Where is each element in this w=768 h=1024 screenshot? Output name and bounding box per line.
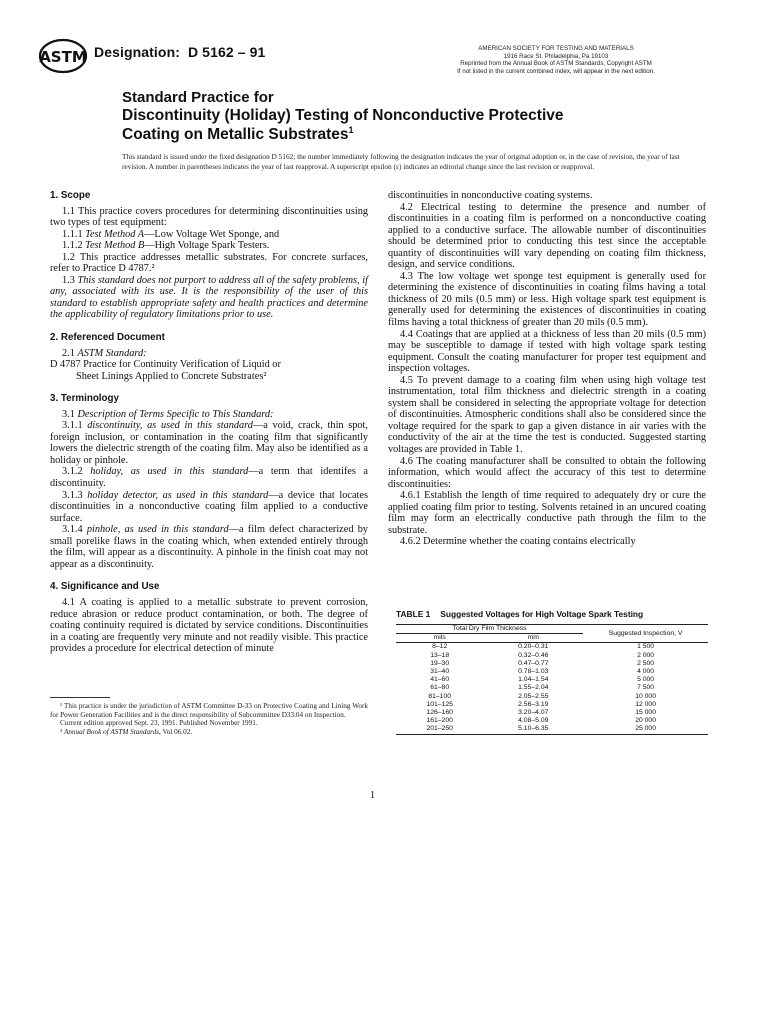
definition: —a void, crack, thin spot, foreign inclusion, or contamination in the coating film that significantly lowers the dielectric strength of the coating film. May also be identified as a holiday or pinhole. xyxy=(50,420,368,466)
paragraph-1-2: 1.2 This practice addresses metallic substrates. For concrete surfaces, refer to Practice D 4787.² xyxy=(50,251,368,275)
table-row xyxy=(396,660,708,668)
title-line-1: Standard Practice for xyxy=(122,89,274,106)
table-row xyxy=(396,693,708,701)
header-mm: mm xyxy=(483,634,583,643)
publisher-line: If not listed in the current combined index, will appear in the next edition. xyxy=(457,67,655,75)
term-holiday-detector: holiday detector, as used in this standard xyxy=(87,489,269,501)
paragraph-3-1-3 xyxy=(50,490,368,525)
table-row xyxy=(396,643,708,652)
table-row xyxy=(396,725,708,734)
footnotes xyxy=(50,702,368,737)
cell-mils: 31–40 xyxy=(430,668,450,676)
cell-mm: 4.08–5.09 xyxy=(518,717,549,725)
cell-mm: 5.10–6.35 xyxy=(483,725,583,734)
astm-logo xyxy=(38,38,88,74)
page-number: 1 xyxy=(370,790,375,801)
para-number: 1.1.1 xyxy=(62,228,83,240)
cell-mils: 41–60 xyxy=(430,676,450,684)
footnote-2-marker: ² xyxy=(60,728,63,737)
document-title xyxy=(122,89,682,144)
cell-mm: 0.32–0.46 xyxy=(518,651,549,659)
paragraph-1-1: 1.1 This practice covers procedures for determining discontinuities using two types of test equipment: xyxy=(50,205,368,229)
para-number: 1.3 xyxy=(62,274,75,286)
definition: —a film defect characterized by small porelike flaws in the coating which, when extended entirely through the film, will appear as a discontinuity. A pinhole in the finish coat may not appear as a discontinuity. xyxy=(50,524,369,570)
cell-voltage: 12 000 xyxy=(635,700,656,708)
test-method-a: Test Method A xyxy=(85,228,145,240)
term-pinhole: pinhole, as used in this standard xyxy=(86,524,229,536)
section-heading-scope: 1. Scope xyxy=(50,190,91,201)
footnote-1: ¹ This practice is under the jurisdiction of ASTM Committee D-33 on Protective Coating and Lining Work for Power Generation Facilities and is the direct responsibility of Subcommittee D33.04 on Inspection. xyxy=(50,702,368,719)
publisher-line: AMERICAN SOCIETY FOR TESTING AND MATERIALS xyxy=(478,45,634,52)
paragraph-4-2: 4.2 Electrical testing to determine the presence and number of discontinuities in a coating film is performed on a nonconductive coating applied to a conductive surface. The allowable number of discontinuities should be determined prior to conducting this test since the acceptable quantity of discontinuities will vary depending on coating film thickness, design, and service conditions. xyxy=(388,201,706,271)
cell-voltage: 2 000 xyxy=(637,651,655,659)
paragraph-4-6-2: 4.6.2 Determine whether the coating contains electrically xyxy=(400,536,636,548)
astm-logo-text: ASTM xyxy=(39,48,87,66)
designation xyxy=(94,44,265,60)
right-column xyxy=(388,190,706,548)
paragraph-1-1-2 xyxy=(50,240,368,252)
paragraph-1-3 xyxy=(50,275,368,321)
para-number: 3.1.1 xyxy=(62,420,83,432)
para-number: 3.1.2 xyxy=(62,466,83,478)
cell-mm: 2.56–3.19 xyxy=(518,700,549,708)
cell-voltage: 2 500 xyxy=(637,659,655,667)
cell-voltage: 10 000 xyxy=(635,692,656,700)
header-suggested-voltage: Suggested Inspection, V xyxy=(583,625,708,643)
cell-voltage: 4 000 xyxy=(637,668,655,676)
header-mils: mils xyxy=(396,634,483,643)
table-row xyxy=(396,709,708,717)
cell-mm: 2.05–2.55 xyxy=(518,692,549,700)
paragraph-3-1-2 xyxy=(50,466,368,489)
cell-mm: 0.20–0.31 xyxy=(518,643,549,651)
cell-mils: 161–200 xyxy=(426,717,453,725)
term-discontinuity: discontinuity, as used in this standard xyxy=(87,420,253,432)
section-heading-significance: 4. Significance and Use xyxy=(50,581,160,593)
section-heading-terminology: 3. Terminology xyxy=(50,393,119,405)
cell-voltage: 5 000 xyxy=(637,676,655,684)
paragraph-3-1-1 xyxy=(50,420,368,466)
cell-mils: 13–18 xyxy=(430,651,450,659)
table-row xyxy=(396,701,708,709)
paragraph-4-6: 4.6 The coating manufacturer shall be consulted to obtain the following information, which would affect the accuracy of this test to determine discontinuities: xyxy=(388,455,706,490)
reference-d4787 xyxy=(50,359,368,382)
cell-voltage: 15 000 xyxy=(635,709,656,717)
paragraph-4-4: 4.4 Coatings that are applied at a thickness of less than 20 mils (0.5 mm) may be susceptible to damage if tested with high voltage spark testing equipment. Consult the coating manufacturer for proper test equipment and inspection voltages. xyxy=(388,328,706,375)
paragraph-2-1 xyxy=(50,348,368,360)
title-line-2: Discontinuity (Holiday) Testing of Nonconductive Protective xyxy=(122,107,564,124)
astm-standard-label: ASTM Standard: xyxy=(77,347,147,359)
section-heading-referenced: 2. Referenced Document xyxy=(50,332,165,344)
para-number: 3.1 xyxy=(62,408,75,420)
table-row xyxy=(396,684,708,692)
cell-voltage: 25 000 xyxy=(583,725,708,734)
para-text: —Low Voltage Wet Sponge, and xyxy=(144,228,280,240)
table-body xyxy=(396,643,708,734)
cell-mm: 3.20–4.07 xyxy=(518,709,549,717)
cell-voltage: 20 000 xyxy=(635,717,656,725)
footnote-2-title: Annual Book of ASTM Standards xyxy=(63,728,159,737)
cell-voltage: 1 500 xyxy=(637,643,655,651)
cell-voltage: 7 500 xyxy=(637,684,655,692)
cell-mm: 1.55–2.04 xyxy=(518,684,549,692)
paragraph-3-1-4 xyxy=(50,524,368,570)
footnote-2 xyxy=(50,728,368,737)
term-holiday: holiday, as used in this standard xyxy=(90,466,249,478)
table-caption xyxy=(396,609,708,619)
voltage-table xyxy=(396,624,708,735)
publisher-line: 1916 Race St. Philadelphia, Pa 19103 xyxy=(503,52,609,60)
cell-mils: 126–160 xyxy=(426,709,453,717)
table-1 xyxy=(396,609,708,735)
cell-mils: 19–30 xyxy=(430,659,450,667)
publisher-line: Reprinted from the Annual Book of ASTM Standards, Copyright ASTM xyxy=(460,60,652,68)
issued-statement: This standard is issued under the fixed designation D 5162; the number immediately following the designation indicates the year of original adoption or, in the case of revision, the year of last revision. A number in parentheses indicates the year of last reapproval. A superscript epsilon (ε) indicates an editorial change since the last revision or reapproval. xyxy=(122,152,680,171)
paragraph-4-6-1: 4.6.1 Establish the length of time required to adequately dry or cure the applied coating film prior to testing. Solvents retained in an uncured coating film may form an electrically conductive path through the film to the substrate. xyxy=(388,490,706,536)
publisher-info xyxy=(426,45,686,75)
title-line-3-text: Coating on Metallic Substrates xyxy=(122,125,349,143)
para-number: 3.1.3 xyxy=(62,489,83,501)
title-line-3 xyxy=(122,126,682,145)
table-label: TABLE 1 xyxy=(396,609,431,619)
table-row xyxy=(396,668,708,676)
table-row xyxy=(396,717,708,725)
designation-number: D 5162 – 91 xyxy=(187,44,266,60)
title-footnote-marker: 1 xyxy=(348,124,354,135)
table-row xyxy=(396,652,708,660)
cell-mils: 8–12 xyxy=(432,643,448,651)
cell-mils: 101–125 xyxy=(426,700,453,708)
footnote-1b: Current edition approved Sept. 23, 1991. Published November 1991. xyxy=(60,719,258,728)
designation-label: Designation: xyxy=(94,44,180,60)
para-number: 2.1 xyxy=(62,347,75,359)
safety-statement: This standard does not purport to address all of the safety problems, if any, associated with its use. It is the responsibility of the user of this standard to establish appropriate safety and health practices and determine the applicability of regulatory limitations prior to use. xyxy=(50,274,368,321)
paragraph-3-1 xyxy=(50,409,368,421)
paragraph-4-5: 4.5 To prevent damage to a coating film when using high voltage test instrumentation, total film thickness and dielectric strength in a coating system shall be considered in selecting the appropriate voltage for detection of discontinuities. Atmospheric conditions shall also be considered since the voltage required for the spark to gap a given distance in air varies with the conductivity of the air at the time the test is conducted. Suggested starting voltages are provided in Table 1. xyxy=(388,374,706,456)
cell-mm: 0.47–0.77 xyxy=(518,659,549,667)
reference-line-2: Sheet Linings Applied to Concrete Substrates² xyxy=(76,370,267,382)
test-method-b: Test Method B xyxy=(85,240,145,252)
para-number: 3.1.4 xyxy=(62,524,83,536)
table-title: Suggested Voltages for High Voltage Spark Testing xyxy=(440,609,644,619)
cell-mm: 0.78–1.03 xyxy=(518,668,549,676)
cell-mils: 201–250 xyxy=(396,725,483,734)
paragraph-4-3: 4.3 The low voltage wet sponge test equipment is generally used for determining the existence of discontinuities in coating films having a total thickness of 20 mils (0.5 mm) or less. High voltage spark test equipment is generally used for determining the existences of discontinuities in coating films having a total thickness of greater than 20 mils (0.5 mm). xyxy=(388,270,706,329)
footnote-2-rest: , Vol 06.02. xyxy=(159,728,193,737)
paragraph-4-1-continued: discontinuities in nonconductive coating systems. xyxy=(388,190,593,201)
para-text: —High Voltage Spark Testers. xyxy=(144,240,270,252)
header-total-dry-film: Total Dry Film Thickness xyxy=(396,625,583,634)
cell-mils: 61–80 xyxy=(430,684,450,692)
definition: —a term that identifes a discontinuity. xyxy=(50,466,369,490)
left-column xyxy=(50,190,368,655)
reference-line-1: D 4787 Practice for Continuity Verification of Liquid or xyxy=(50,359,281,371)
footnote-divider xyxy=(50,697,110,698)
para-number: 1.1.2 xyxy=(62,240,83,252)
paragraph-1-1-1 xyxy=(50,229,368,241)
cell-mm: 1.04–1.54 xyxy=(518,676,549,684)
cell-mils: 81–100 xyxy=(428,692,452,700)
definition: —a device that locates discontinuities in a nonconductive coating film applied to a conductive surface. xyxy=(50,489,369,524)
table-row xyxy=(396,676,708,684)
paragraph-4-1: 4.1 A coating is applied to a metallic substrate to prevent corrosion, reduce abrasion or reduce product contamination, or both. The degree of coating continuity required is dictated by service conditions. Discontinuities in a coating are frequently very minute and not readily visible. This practice provides a procedure for electrical detection of minute xyxy=(50,596,368,655)
terms-heading: Description of Terms Specific to This Standard: xyxy=(77,408,274,420)
